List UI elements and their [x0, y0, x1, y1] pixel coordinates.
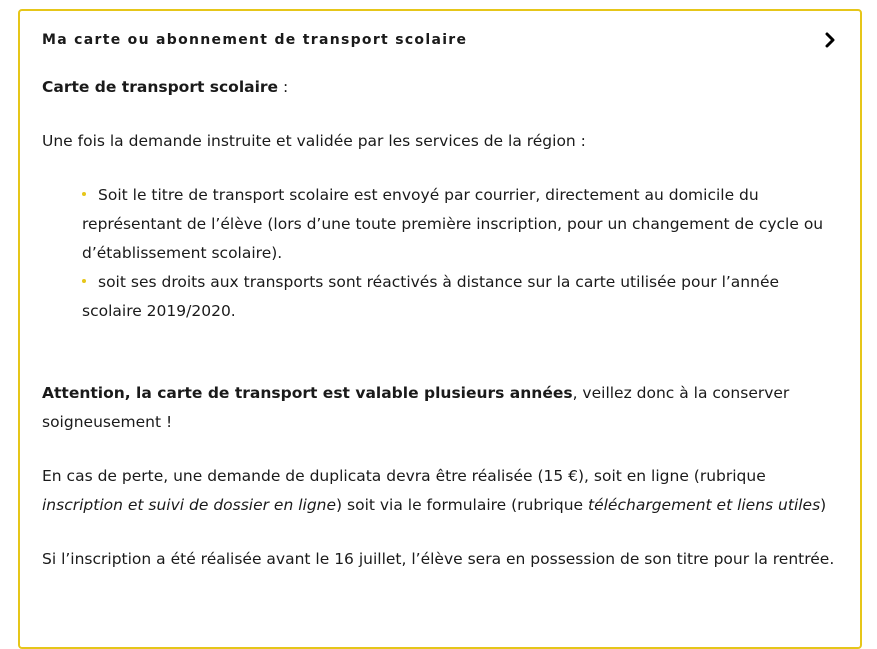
- accordion-panel: [18, 9, 862, 649]
- accordion-content: [42, 73, 842, 574]
- subtitle-suffix: :: [278, 78, 289, 96]
- subtitle-bold: Carte de transport scolaire: [42, 78, 279, 96]
- list-item-text: Soit le titre de transport scolaire est envoyé par courrier, directement au domicile du représentant de l’élève (lors d’une toute première inscription, pour un changement de cycle ou d’établissement scolaire).: [82, 186, 824, 262]
- list-item: [82, 181, 842, 268]
- accordion-title: Ma carte ou abonnement de transport scolaire: [42, 32, 468, 48]
- inscription-paragraph: Si l’inscription a été réalisée avant le 16 juillet, l’élève sera en possession de son titre pour la rentrée.: [42, 550, 835, 568]
- chevron-right-icon[interactable]: [822, 32, 838, 48]
- list-item: [82, 268, 842, 326]
- attention-paragraph: [42, 379, 842, 437]
- loss-link-downloads: téléchargement et liens utiles: [588, 496, 821, 514]
- list-item-text: soit ses droits aux transports sont réactivés à distance sur la carte utilisée pour l’année scolaire 2019/2020.: [82, 273, 780, 320]
- loss-text-1: En cas de perte, une demande de duplicata devra être réalisée (15 €), soit en ligne (rubrique: [42, 467, 766, 485]
- intro-paragraph: Une fois la demande instruite et validée par les services de la région :: [42, 132, 586, 150]
- delivery-options-list: [42, 181, 842, 326]
- attention-text: , veillez donc à la conserver soigneusement !: [42, 384, 790, 431]
- loss-paragraph: [42, 462, 842, 520]
- attention-bold: Attention, la carte de transport est valable plusieurs années: [42, 384, 573, 402]
- section-subtitle: [42, 73, 842, 102]
- bullet-icon: [82, 279, 86, 283]
- loss-text-3: ): [820, 496, 827, 514]
- accordion-header[interactable]: [20, 11, 860, 51]
- bullet-icon: [82, 192, 86, 196]
- loss-text-2: ) soit via le formulaire (rubrique: [336, 496, 589, 514]
- loss-link-online: inscription et suivi de dossier en ligne: [42, 496, 337, 514]
